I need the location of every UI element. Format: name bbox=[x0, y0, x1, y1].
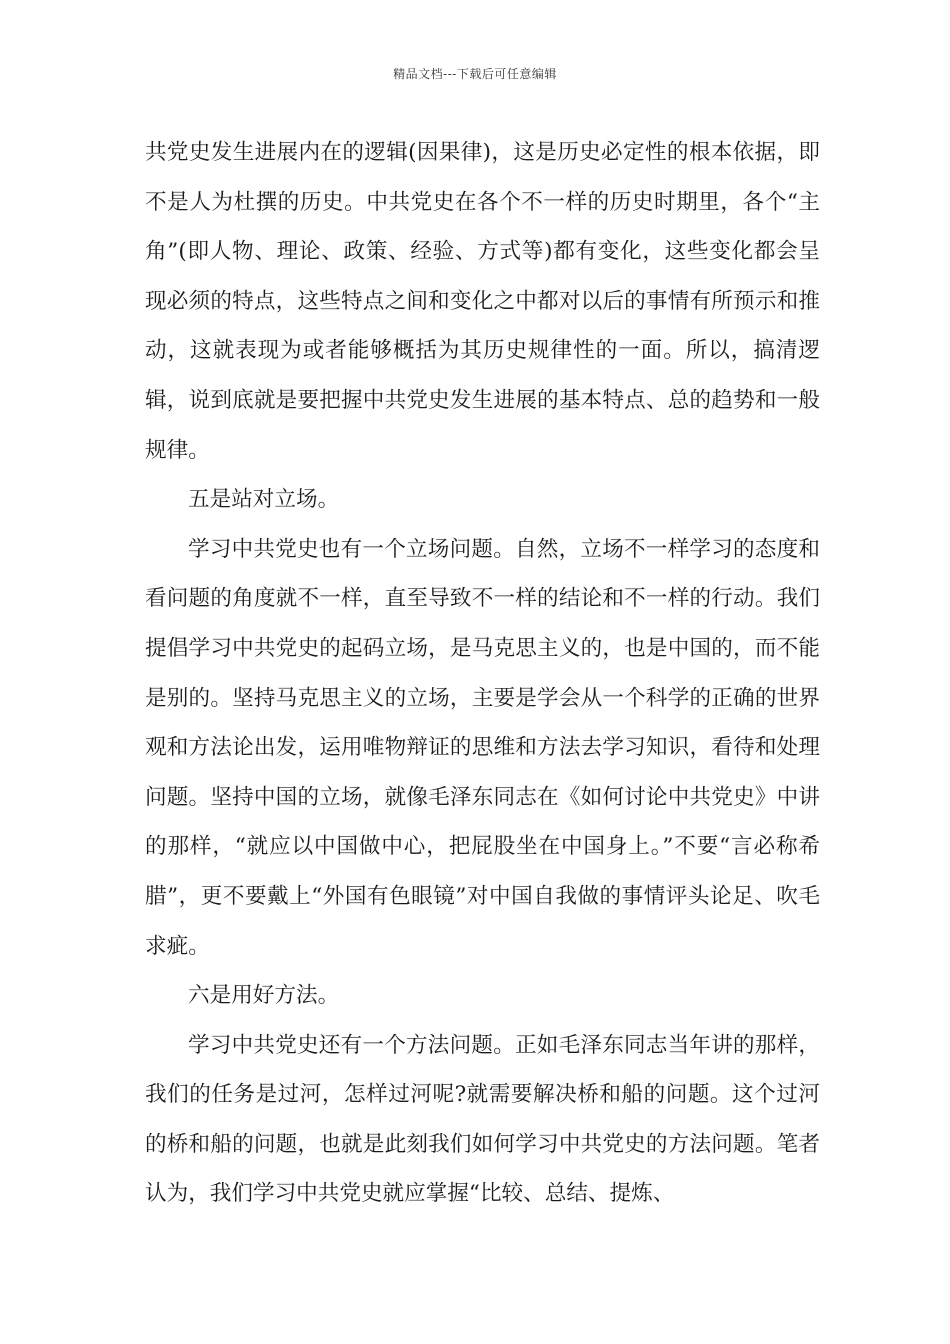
paragraph-stand: 学习中共党史也有一个立场问题。自然，立场不一样学习的态度和看问题的角度就不一样，直至导致不一样的结论和不一样的行动。我们提倡学习中共党史的起码立场，是马克思主义的，也是中国的，而不能是别的。坚持马克思主义的立场，主要是学会从一个科学的正确的世界观和方法论出发，运用唯物辩证的思维和方法去学习知识，看待和处理问题。坚持中国的立场，就像毛泽东同志在《如何讨论中共党史》中讲的那样，“就应以中国做中心，把屁股坐在中国身上。”不要“言必称希腊”，更不要戴上“外国有色眼镜”对中国自我做的事情评头论足、吹毛求疵。 bbox=[145, 536, 820, 959]
paragraph-logic: 共党史发生进展内在的逻辑(因果律)，这是历史必定性的根本依据，即不是人为杜撰的历史。中共党史在各个不一样的历史时期里，各个“主角”(即人物、理论、政策、经验、方式等)都有变化，这些变化都会呈现必须的特点，这些特点之间和变化之中都对以后的事情有所预示和推动，这就表现为或者能够概括为其历史规律性的一面。所以，搞清逻辑，说到底就是要把握中共党史发生进展的基本特点、总的趋势和一般规律。 bbox=[145, 140, 820, 463]
document-body bbox=[145, 128, 820, 1219]
paragraph-method: 学习中共党史还有一个方法问题。正如毛泽东同志当年讲的那样，我们的任务是过河，怎样过河呢?就需要解决桥和船的问题。这个过河的桥和船的问题，也就是此刻我们如何学习中共党史的方法问题。笔者认为，我们学习中共党史就应掌握“比较、总结、提炼、 bbox=[145, 1032, 820, 1207]
heading-stand: 五是站对立场。 bbox=[188, 487, 340, 513]
page-header: 精品文档---下载后可任意编辑 bbox=[393, 67, 557, 81]
heading-method: 六是用好方法。 bbox=[188, 983, 340, 1009]
